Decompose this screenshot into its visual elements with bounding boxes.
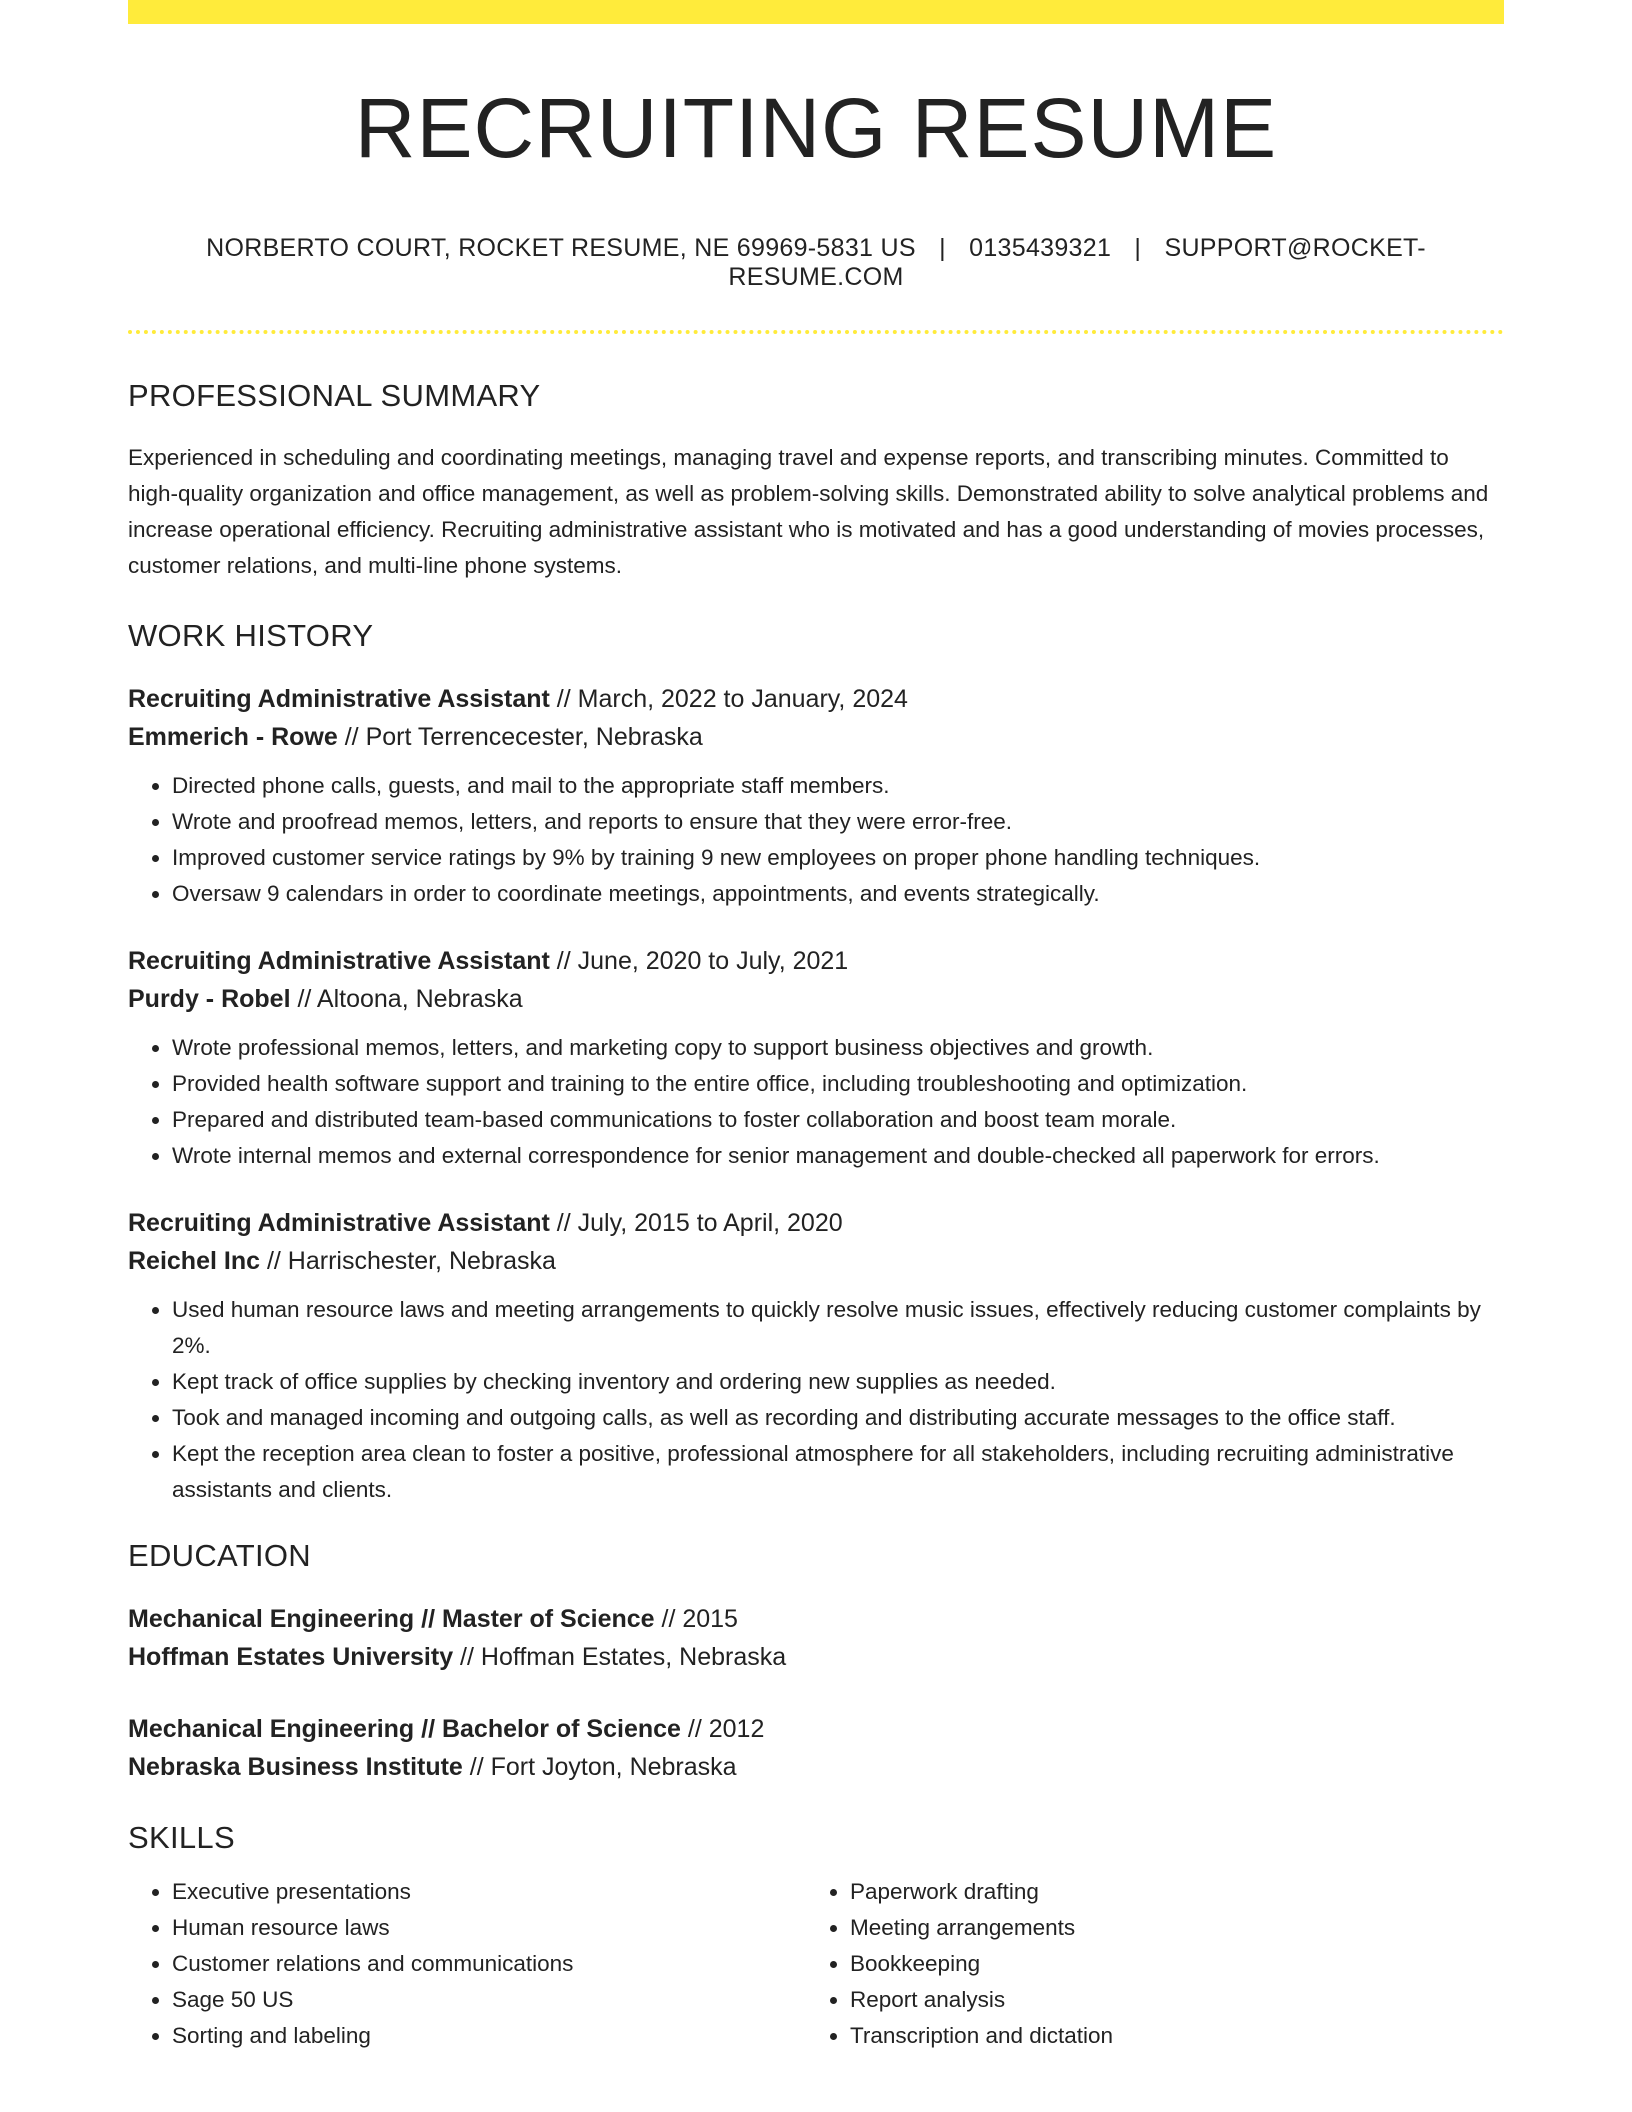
job-bullet: • Oversaw 9 calendars in order to coordinate meetings, appointments, and events strategically. (172, 876, 1504, 912)
education-location: // Hoffman Estates, Nebraska (453, 1643, 787, 1672)
contact-separator: | (939, 234, 946, 263)
education-year: // 2012 (680, 1715, 765, 1744)
job-company-line (128, 718, 1504, 756)
education-school-line (128, 1748, 1504, 1786)
job-title-line (128, 942, 1504, 980)
job-bullet: • Kept track of office supplies by checking inventory and ordering new supplies as needed. (172, 1364, 1504, 1400)
education-heading: EDUCATION (128, 1538, 311, 1574)
job-bullets (128, 768, 1504, 912)
skill-item: • Paperwork drafting (850, 1874, 1484, 1910)
skill-item: • Customer relations and communications (172, 1946, 806, 1982)
summary-heading: PROFESSIONAL SUMMARY (128, 378, 541, 414)
job-entry (128, 942, 1504, 1174)
job-bullets (128, 1030, 1504, 1174)
skill-item: • Report analysis (850, 1982, 1484, 2018)
contact-email: SUPPORT@ROCKET-RESUME.COM (728, 234, 1426, 292)
education-degree: Mechanical Engineering // Bachelor of Science (128, 1715, 681, 1744)
skill-item: • Executive presentations (172, 1874, 806, 1910)
job-title: Recruiting Administrative Assistant (128, 1209, 550, 1238)
contact-line (128, 234, 1504, 292)
skills-grid (128, 1874, 1504, 2054)
job-bullet: • Wrote and proofread memos, letters, and reports to ensure that they were error-free. (172, 804, 1504, 840)
education-school-line (128, 1638, 1504, 1676)
contact-address: NORBERTO COURT, ROCKET RESUME, NE 69969-5831 US (206, 234, 916, 263)
dotted-divider (128, 330, 1504, 334)
job-bullet: • Provided health software support and training to the entire office, including troubleshooting and optimization. (172, 1066, 1504, 1102)
job-dates: // March, 2022 to January, 2024 (549, 685, 908, 714)
summary-text: Experienced in scheduling and coordinating meetings, managing travel and expense reports, and transcribing minutes. Committed to high-quality organization and office management, as well as problem-solving skills. Demonstrated ability to solve analytical problems and increase operational efficiency. Recruiting administrative assistant who is motivated and has a good understanding of movies processes, customer relations, and multi-line phone systems. (128, 445, 1489, 579)
job-location: // Port Terrencecester, Nebraska (337, 723, 703, 752)
contact-separator: | (1134, 234, 1142, 263)
skills-column-right (806, 1874, 1484, 2054)
job-company: Purdy - Robel (128, 985, 291, 1014)
job-company: Reichel Inc (128, 1247, 260, 1276)
job-company: Emmerich - Rowe (128, 723, 338, 752)
job-bullet: • Directed phone calls, guests, and mail to the appropriate staff members. (172, 768, 1504, 804)
education-degree-line (128, 1710, 1504, 1748)
work-history-heading: WORK HISTORY (128, 618, 374, 654)
accent-top-bar (128, 0, 1504, 24)
resume-page (128, 0, 1504, 2054)
job-title-line (128, 1204, 1504, 1242)
job-bullet: • Took and managed incoming and outgoing calls, as well as recording and distributing accurate messages to the office staff. (172, 1400, 1504, 1436)
work-history-list (128, 680, 1504, 1508)
skill-item: • Sage 50 US (172, 1982, 806, 2018)
education-entry (128, 1600, 1504, 1676)
skill-item: • Sorting and labeling (172, 2018, 806, 2054)
skill-item: • Human resource laws (172, 1910, 806, 1946)
job-bullets (128, 1292, 1504, 1508)
job-company-line (128, 1242, 1504, 1280)
education-school: Hoffman Estates University (128, 1643, 454, 1672)
skill-item: • Meeting arrangements (850, 1910, 1484, 1946)
job-bullet: • Improved customer service ratings by 9% by training 9 new employees on proper phone handling techniques. (172, 840, 1504, 876)
skills-heading: SKILLS (128, 1820, 235, 1856)
job-bullet: • Wrote internal memos and external correspondence for senior management and double-checked all paperwork for errors. (172, 1138, 1504, 1174)
education-school: Nebraska Business Institute (128, 1753, 463, 1782)
education-list (128, 1600, 1504, 1786)
job-title-line (128, 680, 1504, 718)
skill-item: • Bookkeeping (850, 1946, 1484, 1982)
skills-column-left (128, 1874, 806, 2054)
job-dates: // June, 2020 to July, 2021 (549, 947, 849, 976)
education-location: // Fort Joyton, Nebraska (462, 1753, 737, 1782)
job-location: // Harrischester, Nebraska (260, 1247, 556, 1276)
job-title: Recruiting Administrative Assistant (128, 947, 550, 976)
education-degree: Mechanical Engineering // Master of Science (128, 1605, 655, 1634)
resume-title: RECRUITING RESUME (354, 81, 1278, 175)
job-title: Recruiting Administrative Assistant (128, 685, 550, 714)
job-bullet: • Used human resource laws and meeting arrangements to quickly resolve music issues, effectively reducing customer complaints by 2%. (172, 1292, 1504, 1364)
contact-phone: 0135439321 (969, 234, 1112, 263)
job-location: // Altoona, Nebraska (290, 985, 523, 1014)
job-bullet: • Kept the reception area clean to foster a positive, professional atmosphere for all stakeholders, including recruiting administrative assistants and clients. (172, 1436, 1504, 1508)
education-entry (128, 1710, 1504, 1786)
education-degree-line (128, 1600, 1504, 1638)
skill-item: • Transcription and dictation (850, 2018, 1484, 2054)
job-dates: // July, 2015 to April, 2020 (549, 1209, 843, 1238)
education-year: // 2015 (654, 1605, 738, 1634)
job-bullet: • Wrote professional memos, letters, and marketing copy to support business objectives and growth. (172, 1030, 1504, 1066)
job-entry (128, 1204, 1504, 1508)
job-company-line (128, 980, 1504, 1018)
job-bullet: • Prepared and distributed team-based communications to foster collaboration and boost team morale. (172, 1102, 1504, 1138)
job-entry (128, 680, 1504, 912)
